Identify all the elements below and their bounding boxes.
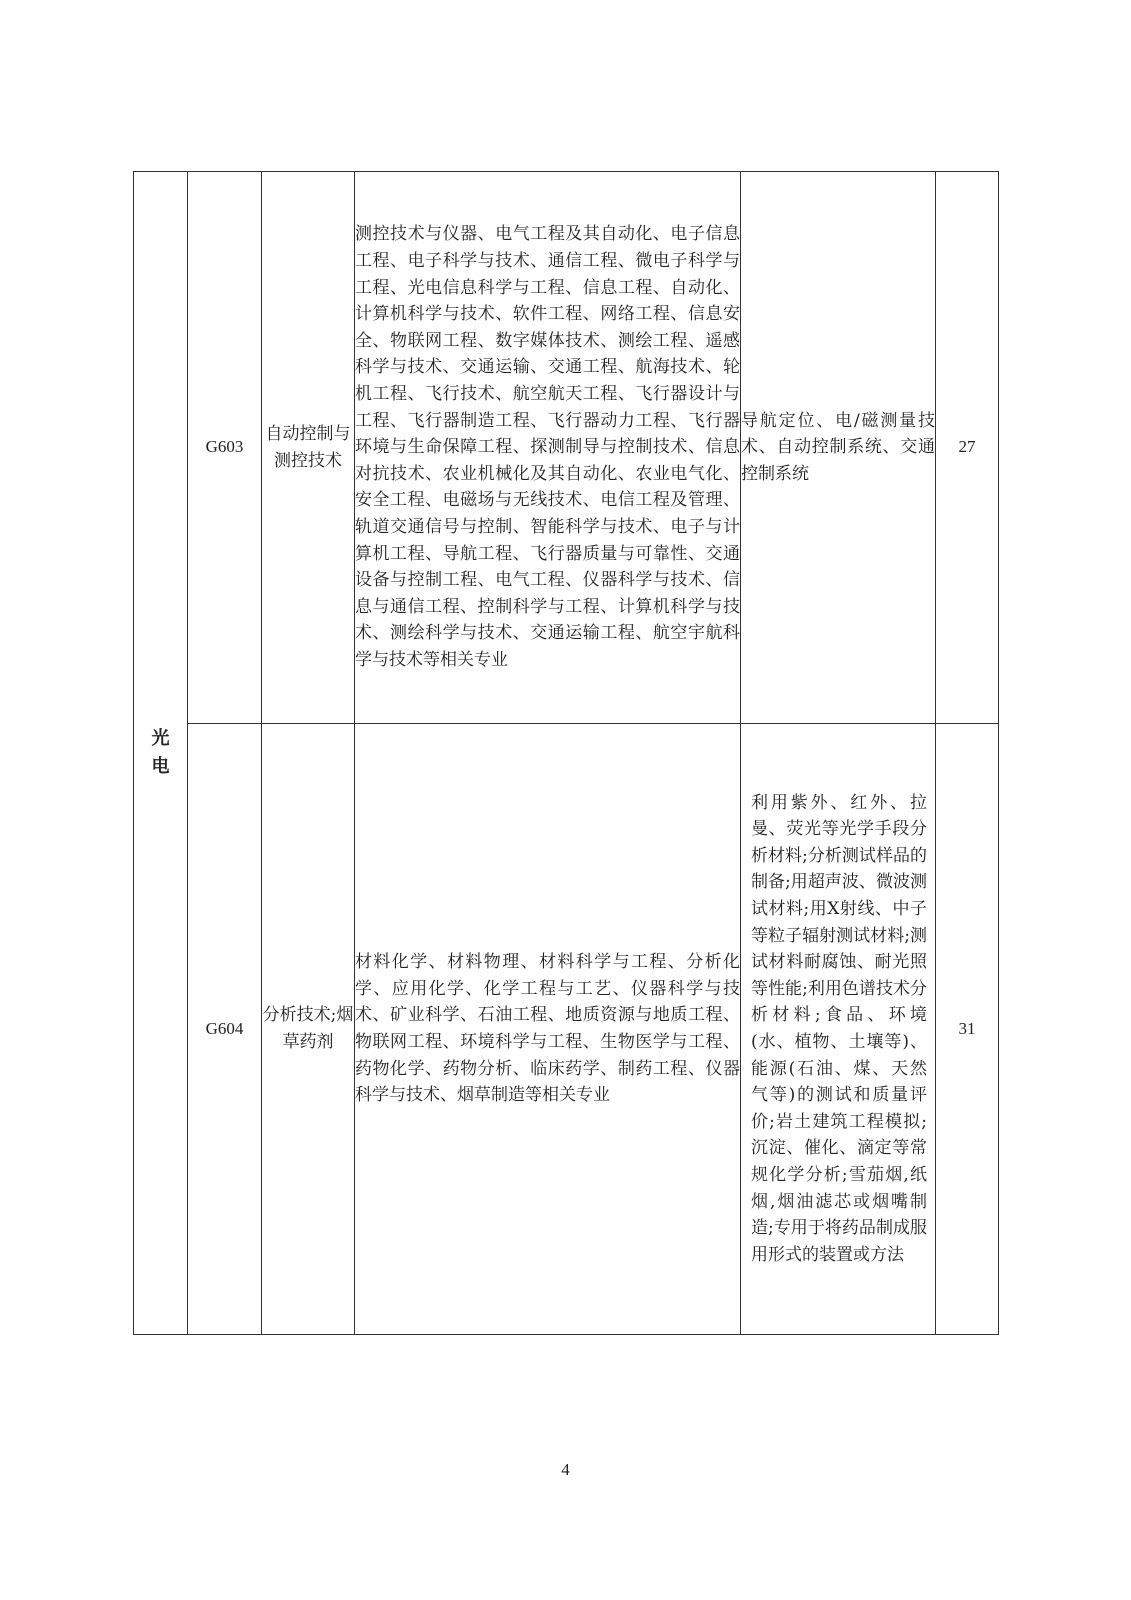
category-char-2: 电 [151, 756, 170, 777]
majors-cell: 测控技术与仪器、电气工程及其自动化、电子信息工程、电子科学与技术、通信工程、微电子科学与工程、光电信息科学与工程、信息工程、自动化、计算机科学与技术、软件工程、网络工程、信息安全、物联网工程、数字媒体技术、测绘工程、遥感科学与技术、交通运输、交通工程、航海技术、轮机工程、飞行技术、航空航天工程、飞行器设计与工程、飞行器制造工程、飞行器动力工程、飞行器环境与生命保障工程、探测制导与控制技术、信息对抗技术、农业机械化及其自动化、农业电气化、安全工程、电磁场与无线技术、电信工程及管理、轨道交通信号与控制、智能科学与技术、电子与计算机工程、导航工程、飞行器质量与可靠性、交通设备与控制工程、电气工程、仪器科学与技术、信息与通信工程、控制科学与工程、计算机科学与技术、测绘科学与技术、交通运输工程、航空宇航科学与技术等相关专业 [355, 172, 741, 724]
scope-cell: 导航定位、电/磁测量技术、自动控制系统、交通控制系统 [741, 172, 936, 724]
name-cell: 自动控制与测控技术 [262, 172, 355, 724]
majors-cell: 材料化学、材料物理、材料科学与工程、分析化学、应用化学、化学工程与工艺、仪器科学与技术、矿业科学、石油工程、地质资源与地质工程、物联网工程、环境科学与工程、生物医学与工程、药物化学、药物分析、临床药学、制药工程、仪器科学与技术、烟草制造等相关专业 [355, 724, 741, 1335]
category-cell [134, 172, 188, 1335]
name-cell: 分析技术;烟草药剂 [262, 724, 355, 1335]
page-number: 4 [561, 1460, 570, 1479]
classification-table [133, 171, 999, 1335]
table-row [134, 172, 999, 724]
table-row [134, 724, 999, 1335]
count-cell: 27 [936, 172, 999, 724]
count-cell: 31 [936, 724, 999, 1335]
category-char-1: 光 [151, 728, 170, 749]
code-cell: G604 [188, 724, 262, 1335]
scope-cell: 利用紫外、红外、拉曼、荧光等光学手段分析材料;分析测试样品的制备;用超声波、微波测试材料;用X射线、中子等粒子辐射测试材料;测试材料耐腐蚀、耐光照等性能;利用色谱技术分析材料;食品、环境(水、植物、土壤等)、能源(石油、煤、天然气等)的测试和质量评价;岩土建筑工程模拟;沉淀、催化、滴定等常规化学分析;雪茄烟,纸烟,烟油滤芯或烟嘴制造;专用于将药品制成服用形式的装置或方法 [741, 724, 936, 1335]
code-cell: G603 [188, 172, 262, 724]
